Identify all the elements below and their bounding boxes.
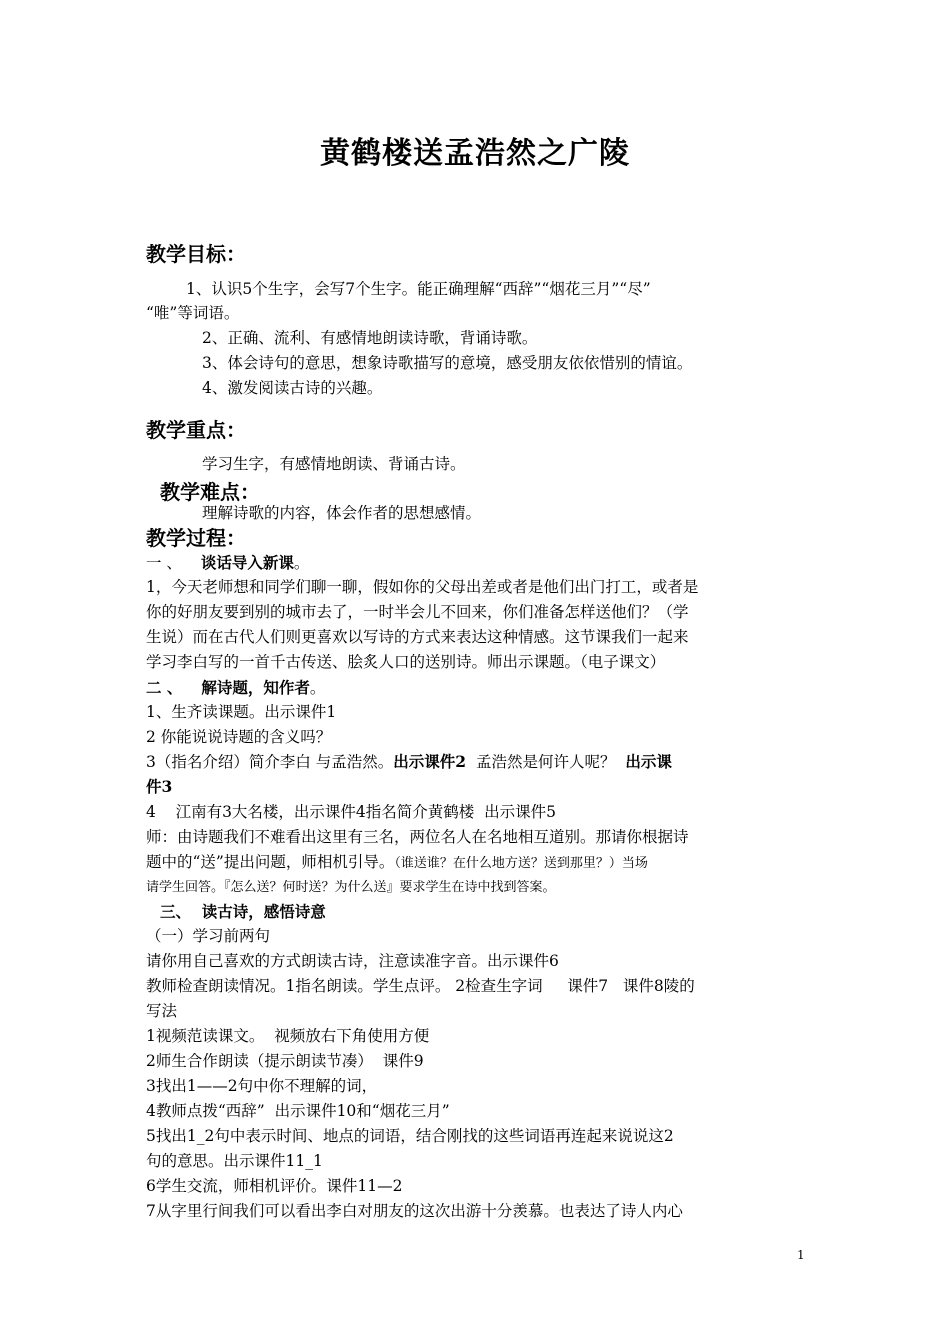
process-heading: 教学过程：: [146, 526, 246, 550]
objective-item: “唯”等词语。: [146, 304, 240, 322]
text-segment: 题中的“送”提出问题，师相机引导。: [146, 853, 395, 871]
section-title-text: 谈话导入新课: [200, 553, 294, 572]
paragraph-line: 2师生合作朗读（提示朗读节凑） 课件9: [146, 1052, 424, 1070]
paragraph-line: 2 你能说说诗题的含义吗？: [146, 728, 332, 746]
paragraph-line: 4 江南有3大名楼，出示课件4指名简介黄鹤楼 出示课件5: [146, 803, 557, 821]
paragraph-line: [146, 850, 648, 872]
text-segment: （谁送谁？在什么地方送？送到那里？）当场: [394, 856, 648, 871]
keypoints-heading: 教学重点：: [146, 418, 246, 442]
paragraph-line: 教师检查朗读情况。1指名朗读。学生点评。 2检查生字词 课件7 课件8陵的: [146, 977, 695, 995]
paragraph-line: 7从字里行间我们可以看出李白对朋友的这次出游十分羡慕。也表达了诗人内心: [146, 1202, 683, 1220]
paragraph-line: 你的好朋友要到别的城市去了，一时半会儿不回来，你们准备怎样送他们？（学: [146, 603, 689, 621]
section-title-text: 解诗题，知作者: [201, 678, 310, 697]
section-title-end: 。: [309, 679, 326, 697]
subsection-title: （一）学习前两句: [146, 927, 271, 945]
paragraph-line: 师：由诗题我们不难看出这里有三名，两位名人在名地相互道别。那请你根据诗: [146, 828, 689, 846]
courseware-ref: 出示课件2: [393, 752, 467, 771]
objective-item: 2、正确、流利、有感情地朗读诗歌，背诵诗歌。: [202, 329, 538, 347]
paragraph-line: 写法: [146, 1002, 178, 1020]
paragraph-line: 生说）而在古代人们则更喜欢以写诗的方式来表达这种情感。这节课我们一起来: [146, 628, 689, 646]
paragraph-line: 句的意思。出示课件11_1: [146, 1152, 323, 1170]
courseware-ref: 出示课: [625, 752, 672, 771]
section-three-title: 三、 读古诗，感悟诗意: [160, 902, 326, 921]
page-number: 1: [797, 1248, 805, 1262]
text-segment: 孟浩然是何许人呢？: [466, 753, 626, 771]
section-number: 二 、: [146, 678, 183, 697]
paragraph-line: 学习李白写的一首千古传送、脍炙人口的送别诗。师出示课题。（电子课文）: [146, 653, 666, 671]
objective-item: 1、认识5个生字，会写7个生字。能正确理解“西辞”“烟花三月”“尽”: [186, 280, 651, 298]
paragraph-line: 请你用自己喜欢的方式朗读古诗，注意读准字音。出示课件6: [146, 952, 559, 970]
section-number: 一 、: [146, 554, 182, 572]
section-title-end: 。: [293, 554, 310, 572]
paragraph-line: [146, 750, 672, 772]
document-title: 黄鹤楼送孟浩然之广陵: [320, 136, 630, 171]
difficulty-heading: 教学难点：: [160, 480, 260, 504]
paragraph-line: 6学生交流，师相机评价。课件11—2: [146, 1177, 403, 1195]
objective-item: 4、激发阅读古诗的兴趣。: [202, 379, 383, 397]
text-segment: 3（指名介绍）简介李白 与孟浩然。: [146, 753, 394, 771]
paragraph-line: 件3: [146, 777, 173, 796]
section-two-title: [146, 676, 325, 698]
paragraph-line: 4教师点拨“西辞” 出示课件10和“烟花三月”: [146, 1102, 450, 1120]
paragraph-line: 5找出1_2句中表示时间、地点的词语，结合刚找的这些词语再连起来说说这2: [146, 1127, 674, 1145]
section-one-title: [146, 551, 309, 573]
paragraph-line: 请学生回答。『怎么送？何时送？为什么送』要求学生在诗中找到答案。: [146, 880, 556, 895]
paragraph-line: 3找出1——2句中你不理解的词，: [146, 1077, 378, 1095]
objective-item: 3、体会诗句的意思，想象诗歌描写的意境，感受朋友依依惜别的情谊。: [202, 354, 693, 372]
paragraph-line: 1、生齐读课题。出示课件1: [146, 703, 337, 721]
keypoints-text: 学习生字，有感情地朗读、背诵古诗。: [202, 455, 466, 473]
difficulty-text: 理解诗歌的内容，体会作者的思想感情。: [202, 504, 482, 522]
paragraph-line: 1视频范读课文。 视频放右下角使用方便: [146, 1027, 430, 1045]
paragraph-line: 1，今天老师想和同学们聊一聊，假如你的父母出差或者是他们出门打工，或者是: [146, 578, 699, 596]
objectives-heading: 教学目标：: [146, 242, 246, 266]
